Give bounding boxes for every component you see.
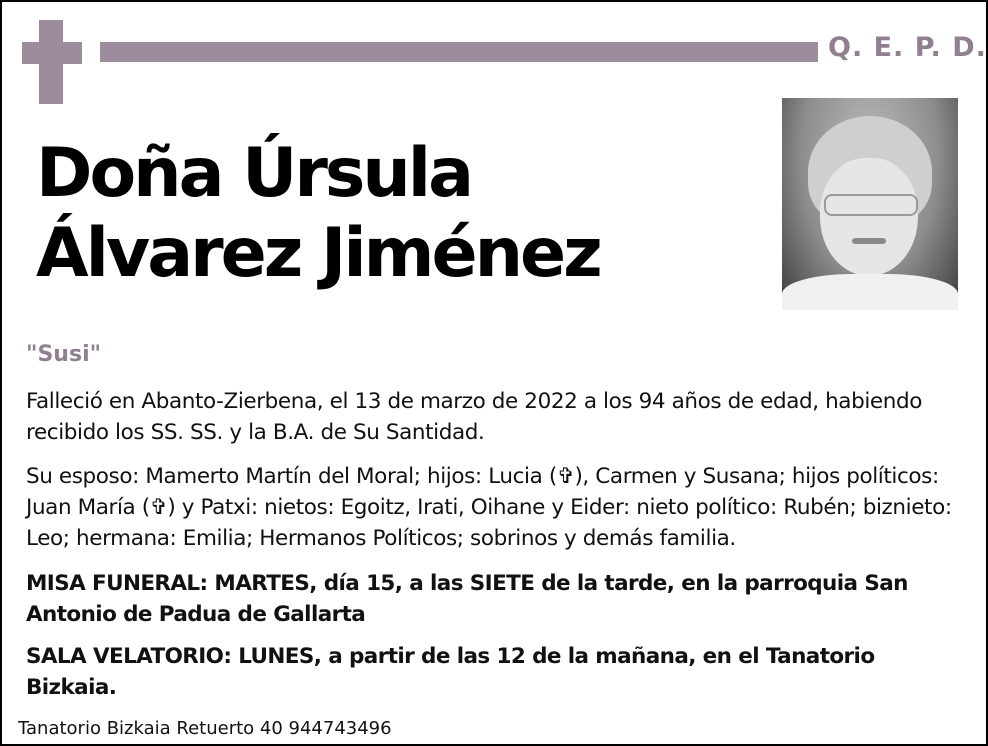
funeral-home-contact: Tanatorio Bizkaia Retuerto 40 944743496: [18, 718, 392, 739]
funeral-mass-text: MISA FUNERAL: MARTES, día 15, a las SIETE de la tarde, en la parroquia San Antonio de Padua de Gallarta: [26, 571, 908, 627]
nickname: "Susi": [26, 342, 102, 367]
header-bar: [100, 42, 818, 62]
qepd-label: Q. E. P. D.: [828, 32, 987, 63]
wake-room-text: SALA VELATORIO: LUNES, a partir de las 12 de la mañana, en el Tanatorio Bizkaia.: [26, 644, 875, 700]
death-notice-text: Falleció en Abanto-Zierbena, el 13 de marzo de 2022 a los 94 años de edad, habiendo recibido los SS. SS. y la B.A. de Su Santidad.: [26, 389, 922, 445]
name-line-2: Álvarez Jiménez: [36, 214, 600, 293]
cross-icon: [22, 20, 84, 104]
family-text: Su esposo: Mamerto Martín del Moral; hijos: Lucia (✞), Carmen y Susana; hijos políticos: Juan María (✞) y Patxi: nietos: Egoitz, Irati, Oihane y Eider: nieto político: Rubén; biznieto: Leo; hermana: Emilia; Hermanos Políticos; sobrinos y demás familia.: [26, 464, 952, 551]
deceased-name: [36, 134, 600, 294]
portrait-photo: [782, 98, 958, 310]
name-line-1: Doña Úrsula: [36, 134, 471, 213]
